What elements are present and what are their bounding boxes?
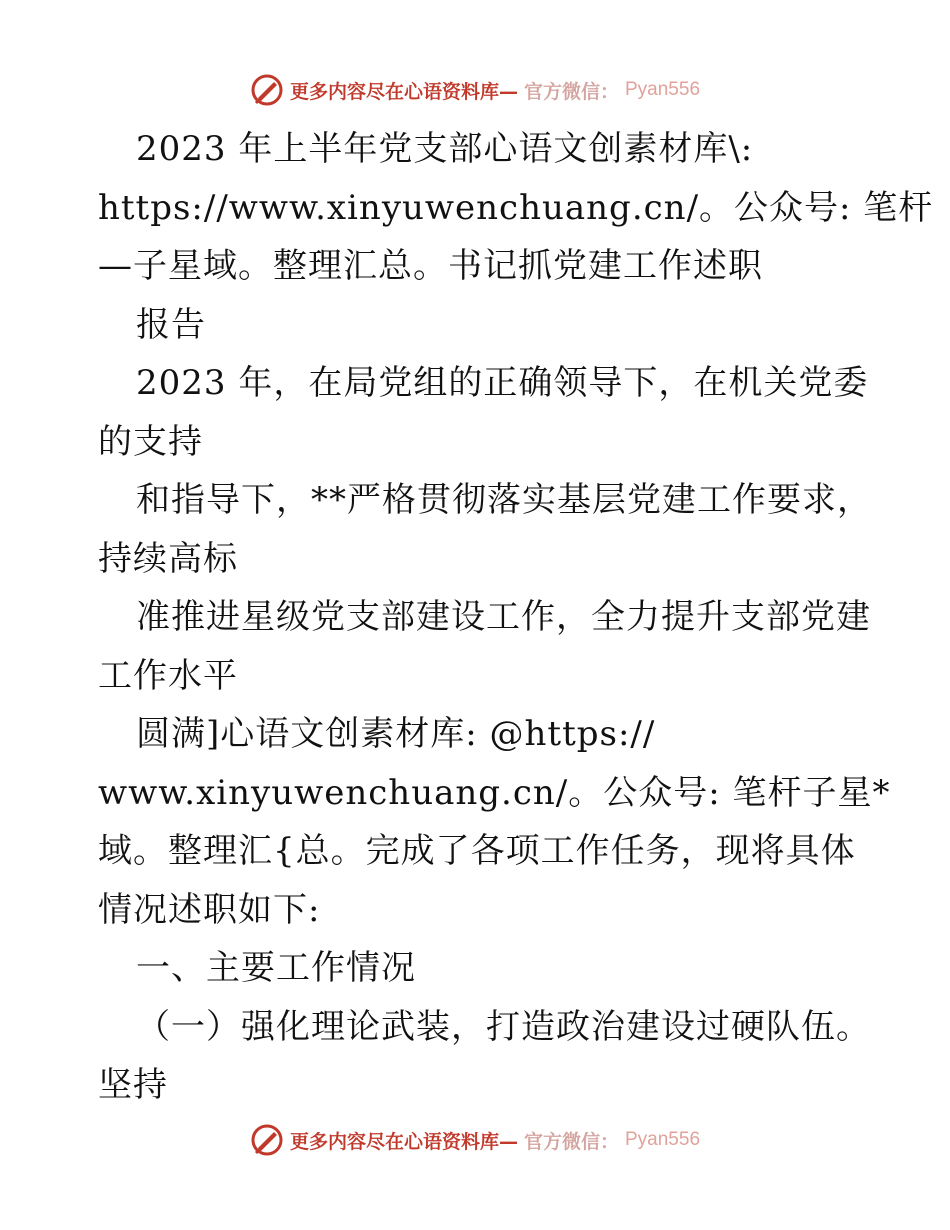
- body-line: 报告: [136, 304, 206, 345]
- body-line: 工作水平: [98, 655, 238, 696]
- header-banner-wechat: 官方微信：: [523, 80, 619, 103]
- footer-banner-text: 更多内容尽在心语资料库—: [289, 1130, 518, 1153]
- body-line: www.xinyuwenchuang.cn/。公众号: 笔杆子星*: [98, 772, 891, 813]
- body-line: 和指导下，**严格贯彻落实基层党建工作要求，: [136, 480, 872, 520]
- footer-banner: [0, 1120, 950, 1160]
- body-line: 坚持: [98, 1065, 168, 1105]
- body-line: https://www.xinyuwenchuang.cn/。公众号: 笔杆: [98, 187, 934, 228]
- header-banner: [0, 70, 950, 110]
- body-line: 圆满]心语文创素材库: @https://: [136, 714, 656, 754]
- footer-banner-id: Pyan556: [625, 1129, 701, 1150]
- body-line: 2023 年，在局党组的正确领导下，在机关党委: [136, 363, 869, 403]
- body-line: 域。整理汇{总。完成了各项工作任务，现将具体: [98, 831, 856, 871]
- body-line: —子星域。整理汇总。书记抓党建工作述职: [98, 246, 763, 286]
- footer-banner-wechat: 官方微信：: [523, 1130, 619, 1153]
- body-line: 2023 年上半年党支部心语文创素材库\:: [136, 129, 754, 169]
- body-line: （一）强化理论武装，打造政治建设过硬队伍。: [136, 1006, 871, 1047]
- header-banner-id: Pyan556: [625, 79, 701, 100]
- brush-logo-icon: [250, 73, 284, 107]
- body-line: 一、主要工作情况: [136, 948, 416, 988]
- brush-logo-icon: [250, 1123, 284, 1157]
- body-line: 持续高标: [98, 538, 238, 579]
- document-body: [98, 120, 934, 1115]
- body-line: 的支持: [98, 421, 203, 462]
- header-banner-text: 更多内容尽在心语资料库—: [289, 80, 518, 103]
- body-line: 情况述职如下:: [98, 889, 321, 930]
- body-line: 准推进星级党支部建设工作，全力提升支部党建: [136, 597, 871, 637]
